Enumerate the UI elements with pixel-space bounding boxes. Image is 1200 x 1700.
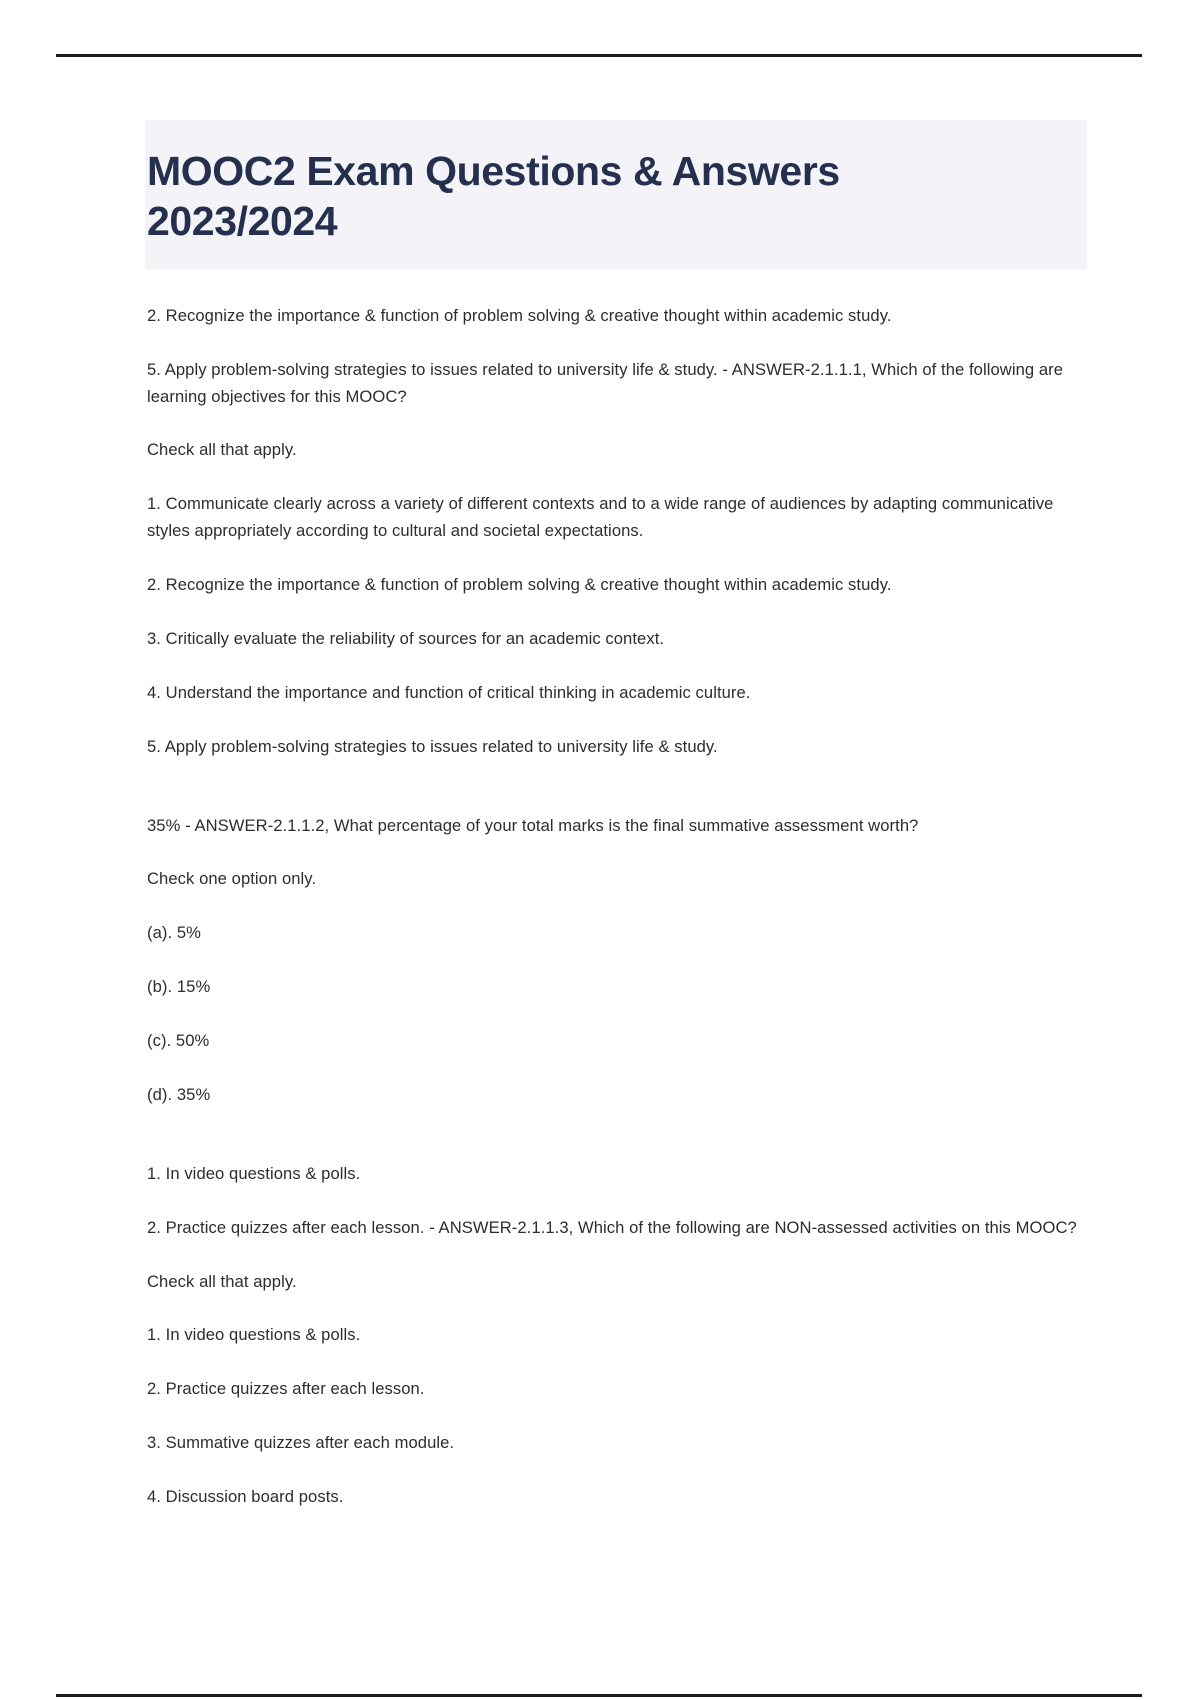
q2-option-c: (c). 50% xyxy=(147,1031,210,1051)
question-2-answer: 35% - ANSWER-2.1.1.2, What percentage of your total marks is the final summative assessment worth? xyxy=(147,815,919,835)
question-3-instruction: Check all that apply. xyxy=(147,1271,297,1291)
q2-option-b: (b). 15% xyxy=(147,977,211,997)
q1-option-3: 3. Critically evaluate the reliability of sources for an academic context. xyxy=(147,628,665,648)
q1-option-1: 1. Communicate clearly across a variety of different contexts and to a wide range of audiences by adapting communicative styles appropriately according to cultural and societal expectations. xyxy=(147,494,1054,541)
q2-option-a: (a). 5% xyxy=(147,923,201,943)
question-1-answer: 5. Apply problem-solving strategies to issues related to university life & study. - ANSWER-2.1.1.1, Which of the following are learning objectives for this MOOC? xyxy=(147,359,1064,406)
q3-option-4: 4. Discussion board posts. xyxy=(147,1487,344,1507)
document-content xyxy=(147,120,1087,1538)
q1-option-4: 4. Understand the importance and function of critical thinking in academic culture. xyxy=(147,682,751,702)
question-3-answer-line-2: 2. Practice quizzes after each lesson. - ANSWER-2.1.1.3, Which of the following are NON-assessed activities on this MOOC? xyxy=(147,1217,1077,1237)
question-2-instruction: Check one option only. xyxy=(147,869,317,889)
title-banner xyxy=(145,120,1087,269)
page-bottom-rule xyxy=(56,1694,1142,1697)
q3-option-2: 2. Practice quizzes after each lesson. xyxy=(147,1379,425,1399)
document-body xyxy=(147,303,1087,1511)
lead-objective-2: 2. Recognize the importance & function of problem solving & creative thought within academic study. xyxy=(147,305,892,325)
question-1-instruction: Check all that apply. xyxy=(147,440,297,460)
q3-option-1: 1. In video questions & polls. xyxy=(147,1325,361,1345)
question-3-answer-line-1: 1. In video questions & polls. xyxy=(147,1163,361,1183)
page-top-rule xyxy=(56,54,1142,57)
page-title: MOOC2 Exam Questions & Answers 2023/2024 xyxy=(147,148,840,245)
q3-option-3: 3. Summative quizzes after each module. xyxy=(147,1433,455,1453)
q1-option-2: 2. Recognize the importance & function of problem solving & creative thought within academic study. xyxy=(147,575,892,595)
q2-option-d: (d). 35% xyxy=(147,1084,211,1104)
q1-option-5: 5. Apply problem-solving strategies to issues related to university life & study. xyxy=(147,736,718,756)
